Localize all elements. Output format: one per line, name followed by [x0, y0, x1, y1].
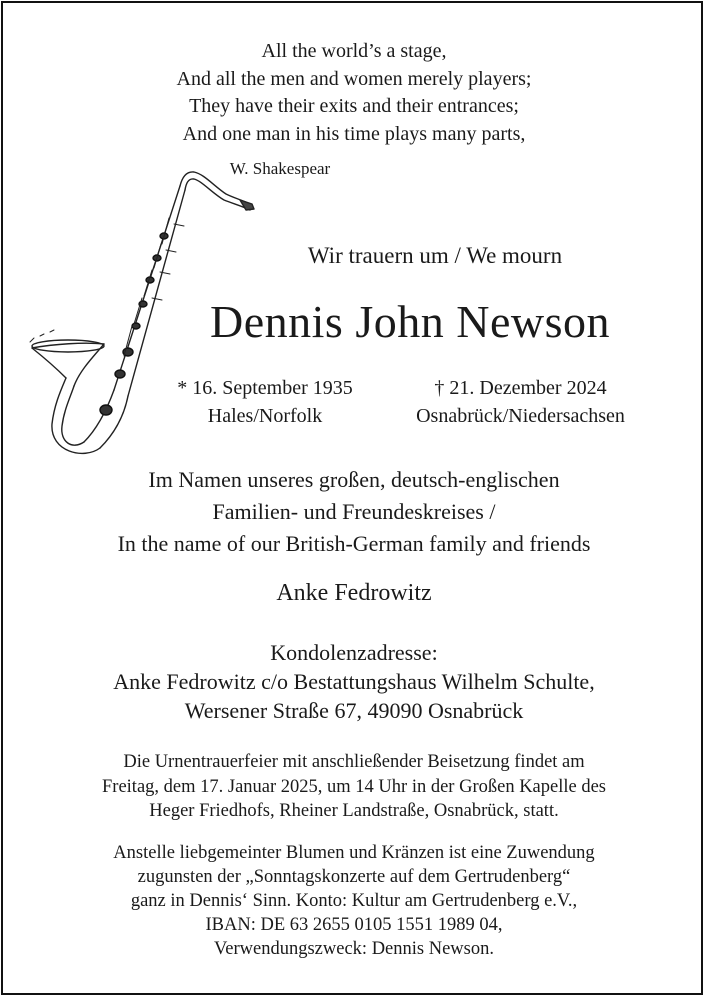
family-line: Im Namen unseres großen, deutsch-englischen — [148, 467, 560, 492]
address-line: Wersener Straße 67, 49090 Osnabrück — [184, 698, 524, 723]
signer-name: Anke Fedrowitz — [276, 580, 432, 606]
ceremony-line: Die Urnentrauerfeier mit anschließender Beisetzung findet am — [123, 752, 585, 772]
ceremony-line: Freitag, dem 17. Januar 2025, um 14 Uhr in der Großen Kapelle des — [102, 776, 606, 797]
quote-author: W. Shakespear — [229, 159, 331, 178]
condolence-address — [0, 638, 708, 725]
ceremony-info — [0, 750, 708, 824]
family-statement — [0, 464, 708, 560]
donation-info — [0, 841, 708, 961]
family-line: Familien- und Freundeskreises / — [212, 499, 496, 524]
donation-line: Verwendungszweck: Dennis Newson. — [213, 939, 494, 959]
donation-line: IBAN: DE 63 2655 0105 1551 1989 04, — [205, 915, 503, 935]
death-place: Osnabrück/Niedersachsen — [416, 405, 625, 427]
birth-place: Hales/Norfolk — [207, 405, 323, 427]
death-info — [393, 374, 648, 430]
donation-line: ganz in Dennis‘ Sinn. Konto: Kultur am Gertrudenberg e.V., — [130, 891, 578, 911]
death-date: † 21. Dezember 2024 — [434, 377, 607, 399]
address-line: Anke Fedrowitz c/o Bestattungshaus Wilhelm Schulte, — [113, 669, 595, 694]
quote-line: And one man in his time plays many parts, — [182, 122, 526, 145]
family-line: In the name of our British-German family and friends — [117, 531, 591, 556]
ceremony-line: Heger Friedhofs, Rheiner Landstraße, Osnabrück, statt. — [149, 801, 559, 821]
quote-line: All the world’s a stage, — [261, 40, 447, 62]
deceased-name: Dennis John Newson — [210, 296, 610, 347]
birth-info — [160, 374, 370, 430]
quote-line: And all the men and women merely players; — [176, 67, 532, 90]
address-line: Kondolenzadresse: — [270, 640, 438, 665]
donation-line: Anstelle liebgemeinter Blumen und Kränzen ist eine Zuwendung — [113, 843, 595, 863]
mourning-heading: Wir trauern um / We mourn — [307, 243, 563, 268]
quote-line: They have their exits and their entrances; — [189, 95, 519, 117]
birth-date: * 16. September 1935 — [177, 377, 353, 399]
shakespeare-quote — [0, 38, 708, 148]
donation-line: zugunsten der „Sonntagskonzerte auf dem Gertrudenberg“ — [137, 867, 571, 887]
